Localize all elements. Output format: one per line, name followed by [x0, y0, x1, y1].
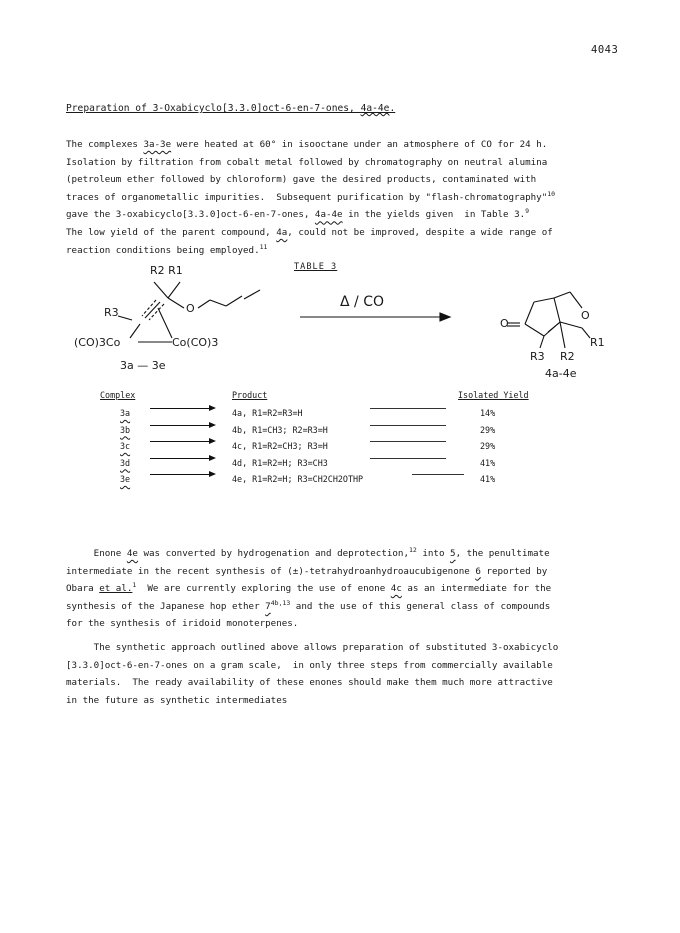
product-cell: 4d, R1=R2=H; R3=CH3: [232, 457, 328, 468]
yield-cell: 41%: [480, 474, 496, 484]
reaction-conditions: Δ / CO: [340, 294, 384, 310]
paragraph-3: [66, 639, 626, 709]
citation-sup: 11: [259, 242, 268, 251]
p2-text: , the penultimate: [455, 548, 550, 559]
reactant-cobalt-left: (CO)3Co: [74, 336, 121, 349]
arrow-icon: [150, 441, 214, 442]
compound-ref: 7: [265, 600, 271, 612]
arrow-icon: [150, 408, 214, 409]
p2-text: reported by: [480, 565, 548, 577]
p1-text: gave the 3-oxabicyclo[3.3.0]oct-6-en-7-ones,: [66, 209, 315, 221]
p2-text: Enone: [66, 548, 127, 559]
table-row: [100, 458, 570, 475]
complex-cell: 3a: [120, 408, 131, 418]
table-row: [100, 408, 570, 425]
citation-sup: 1: [132, 581, 137, 590]
compound-ref: 5: [450, 548, 456, 559]
compound-ref: 3a-3e: [143, 139, 172, 150]
p2-text: for the synthesis of iridoid monoterpenes.: [66, 618, 299, 630]
p2-text: intermediate in the recent synthesis of (±)-tetrahydroanhydroaucubigenone: [66, 565, 476, 577]
p1-text: in the yields given in Table 3.: [342, 209, 526, 221]
product-label: 4a-4e: [545, 367, 577, 380]
section-heading: [66, 103, 395, 114]
p2-text: synthesis of the Japanese hop ether: [66, 600, 266, 612]
p1-text: traces of organometallic impurities. Subsequent purification by "flash-chromatography": [66, 191, 548, 203]
product-carbonyl-oxygen: O: [500, 317, 509, 330]
product-r3: R3: [530, 350, 545, 363]
yield-cell: 41%: [480, 457, 496, 468]
compound-ref: 4c: [390, 583, 402, 595]
p1-text: , could not be improved, despite a wide range of: [287, 226, 553, 238]
complex-cell: 3d: [120, 457, 131, 468]
reactant-label: 3a — 3e: [120, 359, 166, 372]
compound-ref: 4e: [126, 548, 138, 559]
et-al: et al.: [99, 583, 133, 595]
yield-cell: 29%: [480, 424, 496, 435]
compound-ref: 4a: [276, 226, 288, 238]
p2-text: Obara: [66, 583, 100, 595]
citation-sup: 9: [525, 207, 530, 216]
leader-line: [370, 425, 446, 426]
table-header: [100, 390, 570, 408]
product-ring-oxygen: O: [581, 309, 590, 322]
complex-cell: 3e: [120, 474, 131, 484]
yield-table: [100, 390, 570, 491]
p2-text: was converted by hydrogenation and deprotection,: [137, 548, 409, 559]
p2-text: as an intermediate for the: [401, 583, 552, 595]
reactant-oxygen: O: [186, 302, 195, 315]
table-row: [100, 441, 570, 458]
arrow-icon: [150, 425, 214, 426]
p3-text: The synthetic approach outlined above allows preparation of substituted 3-oxabicyclo: [66, 642, 559, 653]
p1-text: reaction conditions being employed.: [66, 244, 260, 256]
p3-text: materials. The ready availability of these enones should make them much more attractive: [66, 677, 553, 689]
heading-prefix: Preparation of 3-Oxabicyclo[3.3.0]oct-6-en-7-ones,: [66, 103, 361, 114]
product-cell: 4b, R1=CH3; R2=R3=H: [232, 424, 328, 435]
p1-text: The low yield of the parent compound,: [66, 226, 277, 238]
paragraph-1: [66, 136, 626, 259]
leader-line: [370, 458, 446, 459]
citation-sup: 10: [547, 189, 556, 198]
table-row: [100, 425, 570, 442]
compound-ref: 6: [475, 565, 481, 577]
heading-suffix: .: [389, 103, 396, 114]
product-cell: 4a, R1=R2=R3=H: [232, 408, 303, 418]
table-row: [100, 474, 570, 491]
citation-sup: 12: [408, 546, 417, 554]
p1-text: Isolation by filtration from cobalt metal followed by chromatography on neutral alumina: [66, 156, 548, 168]
paragraph-2: [66, 545, 626, 633]
heading-compounds: 4a-4e: [360, 103, 390, 114]
leader-line: [370, 441, 446, 442]
p2-text: and the use of this general class of compounds: [290, 600, 551, 612]
header-yield: Isolated Yield: [458, 390, 529, 400]
product-r2: R2: [560, 350, 575, 363]
reactant-substituents: R2 R1: [150, 264, 183, 277]
complex-cell: 3c: [120, 441, 131, 451]
p1-text: The complexes: [66, 139, 144, 150]
p2-text: We are currently exploring the use of enone: [136, 583, 391, 595]
p3-text: in the future as synthetic intermediates: [66, 694, 288, 706]
p1-text: (petroleum ether followed by chloroform) gave the desired products, contaminated with: [66, 174, 537, 186]
yield-cell: 14%: [480, 408, 496, 418]
reactant-r3: R3: [104, 306, 119, 319]
compound-ref: 4a-4e: [314, 209, 343, 221]
p2-text: into: [416, 548, 451, 559]
reaction-scheme: [60, 262, 620, 387]
leader-line: [412, 474, 464, 475]
yield-cell: 29%: [480, 441, 496, 451]
p1-text: were heated at 60° in isooctane under an atmosphere of CO for 24 h.: [171, 139, 548, 150]
arrow-icon: [150, 474, 214, 475]
product-r1: R1: [590, 336, 605, 349]
leader-line: [370, 408, 446, 409]
header-complex: Complex: [100, 390, 136, 400]
citation-sup: 4b,13: [270, 598, 291, 607]
reactant-cobalt-right: Co(CO)3: [172, 336, 219, 349]
header-product: Product: [232, 390, 268, 400]
page-number: 4043: [591, 44, 619, 56]
product-cell: 4c, R1=R2=CH3; R3=H: [232, 441, 328, 451]
arrow-icon: [150, 458, 214, 459]
p3-text: [3.3.0]oct-6-en-7-ones on a gram scale, in only three steps from commercially available: [66, 659, 553, 671]
table-title: TABLE 3: [294, 262, 338, 272]
complex-cell: 3b: [120, 424, 131, 435]
product-cell: 4e, R1=R2=H; R3=CH2CH2OTHP: [232, 474, 364, 484]
